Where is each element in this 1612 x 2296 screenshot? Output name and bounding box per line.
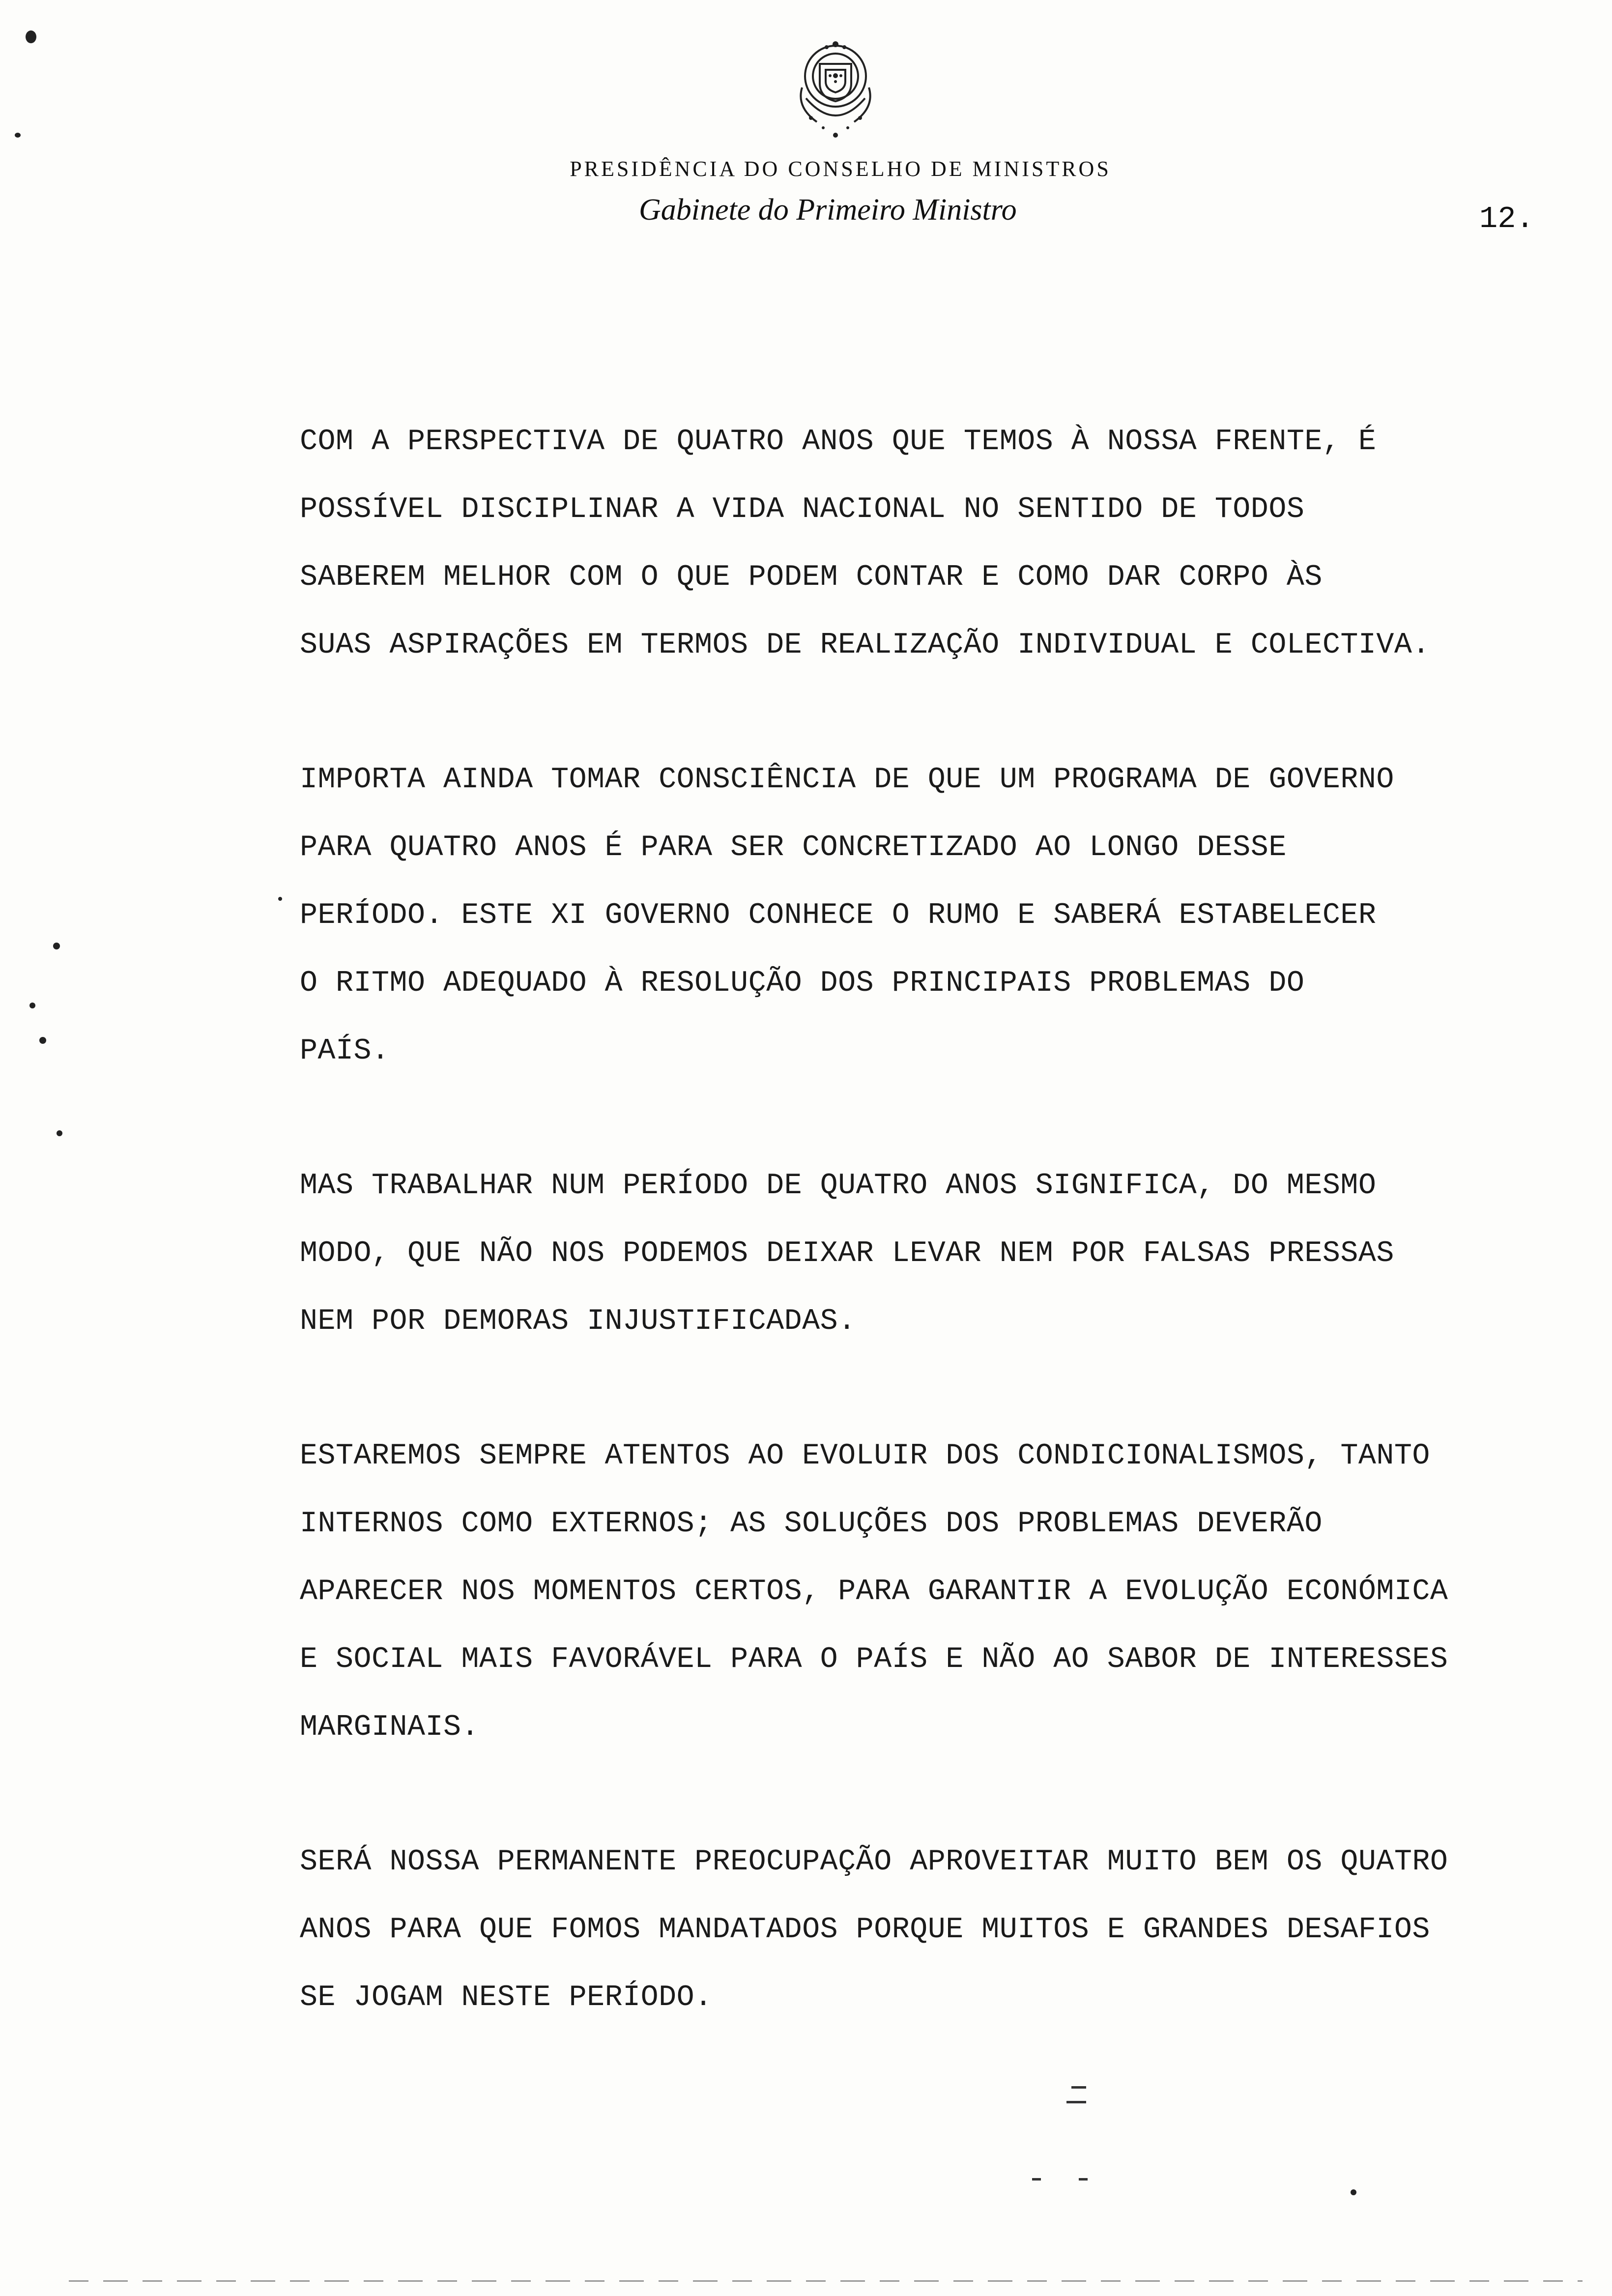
text-line: SERÁ NOSSA PERMANENTE PREOCUPAÇÃO APROVEITAR MUITO BEM OS QUATRO [300, 1845, 1448, 1879]
scan-speck [29, 1003, 35, 1008]
text-line: IMPORTA AINDA TOMAR CONSCIÊNCIA DE QUE UM PROGRAMA DE GOVERNO [300, 763, 1394, 797]
paragraph [300, 1828, 1607, 2032]
text-line: ANOS PARA QUE FOMOS MANDATADOS PORQUE MUITOS E GRANDES DESAFIOS [300, 1913, 1430, 1947]
page-number: 12. [1479, 201, 1534, 236]
document-body [300, 408, 1607, 2098]
paragraph [300, 1152, 1607, 1355]
scan-speck [53, 943, 60, 949]
text-line: MODO, QUE NÃO NOS PODEMOS DEIXAR LEVAR NEM POR FALSAS PRESSAS [300, 1237, 1394, 1270]
scan-edge-line [69, 2280, 1583, 2282]
scan-speck [57, 1130, 62, 1136]
text-line: POSSÍVEL DISCIPLINAR A VIDA NACIONAL NO SENTIDO DE TODOS [300, 493, 1305, 526]
text-line: INTERNOS COMO EXTERNOS; AS SOLUÇÕES DOS PROBLEMAS DEVERÃO [300, 1507, 1323, 1541]
text-line: ESTAREMOS SEMPRE ATENTOS AO EVOLUIR DOS CONDICIONALISMOS, TANTO [300, 1439, 1430, 1473]
scan-speck [278, 897, 282, 901]
text-line: SABEREM MELHOR COM O QUE PODEM CONTAR E COMO DAR CORPO ÀS [300, 561, 1323, 594]
ministry-header-title: PRESIDÊNCIA DO CONSELHO DE MINISTROS [570, 157, 1111, 181]
text-line: MARGINAIS. [300, 1711, 480, 1744]
paragraph [300, 408, 1607, 679]
text-line: PERÍODO. ESTE XI GOVERNO CONHECE O RUMO E SABERÁ ESTABELECER [300, 899, 1377, 932]
text-line: NEM POR DEMORAS INJUSTIFICADAS. [300, 1305, 856, 1338]
scan-mark [1066, 2101, 1086, 2103]
scan-mark [1032, 2178, 1041, 2181]
paragraph [300, 1422, 1607, 1761]
text-line: O RITMO ADEQUADO À RESOLUÇÃO DOS PRINCIPAIS PROBLEMAS DO [300, 967, 1305, 1000]
text-line: PARA QUATRO ANOS É PARA SER CONCRETIZADO AO LONGO DESSE [300, 831, 1287, 864]
scan-speck [15, 133, 21, 138]
scan-speck [26, 30, 36, 43]
text-line: E SOCIAL MAIS FAVORÁVEL PARA O PAÍS E NÃO AO SABOR DE INTERESSES [300, 1643, 1448, 1676]
text-line: SE JOGAM NESTE PERÍODO. [300, 1981, 713, 2014]
scan-speck [1351, 2189, 1356, 2195]
scan-speck [39, 1037, 46, 1044]
text-line: SUAS ASPIRAÇÕES EM TERMOS DE REALIZAÇÃO INDIVIDUAL E COLECTIVA. [300, 629, 1430, 662]
text-line: COM A PERSPECTIVA DE QUATRO ANOS QUE TEMOS À NOSSA FRENTE, É [300, 425, 1377, 459]
paragraph [300, 746, 1607, 1085]
office-subtitle: Gabinete do Primeiro Ministro [639, 193, 1017, 227]
text-line: MAS TRABALHAR NUM PERÍODO DE QUATRO ANOS SIGNIFICA, DO MESMO [300, 1169, 1377, 1203]
scan-mark [1079, 2178, 1088, 2181]
coat-of-arms-icon [772, 25, 899, 152]
scan-mark [1071, 2086, 1086, 2089]
text-line: APARECER NOS MOMENTOS CERTOS, PARA GARANTIR A EVOLUÇÃO ECONÓMICA [300, 1575, 1448, 1608]
text-line: PAÍS. [300, 1034, 390, 1068]
